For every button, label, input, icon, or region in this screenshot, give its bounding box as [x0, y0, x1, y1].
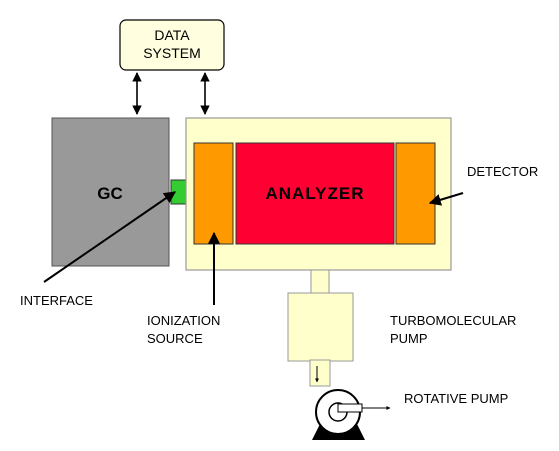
turbomolecular-pump	[288, 270, 353, 386]
analyzer-block	[236, 143, 394, 244]
ionization-source-label-line2: SOURCE	[147, 331, 203, 346]
data-system-label-line1: DATA	[154, 27, 190, 43]
ionization-source-label-line1: IONIZATION	[147, 313, 221, 328]
analyzer-label: ANALYZER	[265, 184, 365, 203]
ionization-source-block	[194, 143, 233, 244]
interface-label: INTERFACE	[20, 293, 93, 308]
turbomolecular-pump-label-line1: TURBOMOLECULAR	[390, 313, 517, 328]
gc-block	[52, 118, 169, 266]
data-system-label-line2: SYSTEM	[143, 45, 201, 61]
detector-block	[396, 143, 435, 244]
rotative-pump-label: ROTATIVE PUMP	[404, 391, 509, 406]
rotative-pump-icon	[312, 390, 390, 440]
turbomolecular-pump-label-line2: PUMP	[390, 331, 428, 346]
data-system-box	[120, 20, 224, 70]
detector-label: DETECTOR	[467, 164, 539, 179]
gc-label: GC	[97, 184, 123, 203]
